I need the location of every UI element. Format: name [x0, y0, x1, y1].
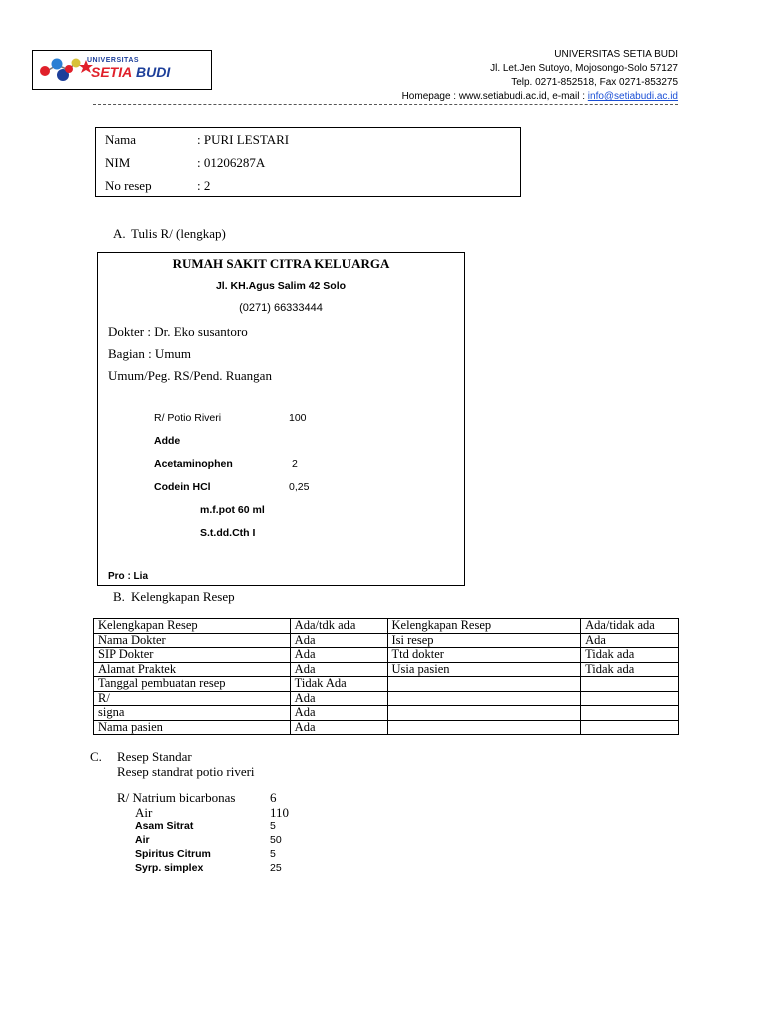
identity-nim-row	[105, 155, 265, 171]
standard-recipe-subtitle: Resep standrat potio riveri	[117, 764, 255, 779]
department-line: Bagian : Umum	[108, 346, 192, 361]
std-item-name: Air	[135, 834, 150, 846]
table-row	[94, 691, 679, 706]
table-cell: R/	[94, 691, 291, 706]
rx-item-name: Codein HCl	[154, 481, 211, 493]
table-cell: Ada	[290, 662, 387, 677]
table-cell: Tidak ada	[581, 648, 679, 663]
section-b-title: Kelengkapan Resep	[131, 589, 235, 604]
rx-mf-line: m.f.pot 60 ml	[200, 504, 265, 516]
rx-item-name: R/ Potio Riveri	[154, 412, 222, 424]
university-homepage	[402, 90, 678, 104]
section-a-letter: A.	[113, 226, 126, 241]
section-b-heading	[113, 589, 235, 605]
table-cell: SIP Dokter	[94, 648, 291, 663]
hospital-name: RUMAH SAKIT CITRA KELUARGA	[172, 256, 390, 271]
table-cell: Ada	[581, 633, 679, 648]
table-row	[94, 633, 679, 648]
std-r-name: R/ Natrium bicarbonas	[117, 790, 236, 805]
rx-item-name: Acetaminophen	[154, 458, 233, 470]
completeness-table	[93, 618, 679, 735]
rx-item-qty: 2	[292, 458, 298, 470]
table-cell: Ada	[290, 706, 387, 721]
prescription-box	[97, 252, 465, 586]
table-header-row	[94, 619, 679, 634]
section-b-letter: B.	[113, 589, 125, 604]
std-item-name: Syrp. simplex	[135, 862, 204, 874]
table-cell	[387, 691, 581, 706]
table-row	[94, 677, 679, 692]
std-item-qty: 5	[270, 848, 276, 860]
university-phone: Telp. 0271-852518, Fax 0271-853275	[511, 77, 678, 88]
table-cell: Ada	[290, 648, 387, 663]
section-c-letter: C.	[90, 749, 102, 764]
table-cell	[387, 677, 581, 692]
homepage-text: Homepage : www.setiabudi.ac.id, e-mail :	[401, 91, 588, 102]
name-value: : PURI LESTARI	[197, 132, 290, 147]
rx-item-qty: 0,25	[289, 481, 310, 493]
table-row	[94, 662, 679, 677]
std-item-qty: 50	[270, 834, 282, 846]
logo-word-budi: BUDI	[136, 64, 171, 80]
std-air-name: Air	[135, 805, 153, 820]
table-cell: Ada/tidak ada	[581, 619, 679, 634]
table-row	[94, 648, 679, 663]
table-cell: Nama Dokter	[94, 633, 291, 648]
hospital-address: Jl. KH.Agus Salim 42 Solo	[215, 280, 347, 292]
email-link[interactable]: info@setiabudi.ac.id	[587, 91, 678, 102]
table-cell: Kelengkapan Resep	[94, 619, 291, 634]
table-row	[94, 720, 679, 735]
std-air-qty: 110	[270, 805, 290, 820]
university-name: UNIVERSITAS SETIA BUDI	[554, 49, 678, 60]
university-logo	[32, 50, 212, 90]
header-divider	[93, 104, 678, 105]
identity-name-row	[105, 132, 289, 148]
completeness-table-body	[94, 619, 679, 735]
identity-resep-row	[105, 178, 210, 194]
table-row	[94, 706, 679, 721]
table-cell: Nama pasien	[94, 720, 291, 735]
std-item-qty: 25	[270, 862, 282, 874]
student-identity-box	[95, 127, 521, 197]
table-cell: Usia pasien	[387, 662, 581, 677]
nim-label: NIM	[105, 155, 131, 170]
table-cell: Tidak ada	[581, 662, 679, 677]
table-cell	[387, 706, 581, 721]
std-item-name: Asam Sitrat	[135, 820, 194, 832]
rx-item-name: Adde	[154, 435, 181, 447]
table-cell	[387, 720, 581, 735]
section-c-heading	[90, 749, 192, 765]
name-label: Nama	[105, 132, 137, 147]
table-cell: Ttd dokter	[387, 648, 581, 663]
section-a-title: Tulis R/ (lengkap)	[131, 226, 226, 241]
table-cell: Isi resep	[387, 633, 581, 648]
rx-signa-line: S.t.dd.Cth I	[200, 527, 256, 539]
table-cell	[581, 706, 679, 721]
resep-number-value: : 2	[197, 178, 211, 193]
university-address: Jl. Let.Jen Sutoyo, Mojosongo-Solo 57127	[490, 63, 678, 74]
table-cell	[581, 720, 679, 735]
hospital-phone: (0271) 66333444	[239, 302, 323, 314]
table-cell: Tanggal pembuatan resep	[94, 677, 291, 692]
table-cell: Tidak Ada	[290, 677, 387, 692]
table-cell: Kelengkapan Resep	[387, 619, 581, 634]
resep-number-label: No resep	[105, 178, 152, 193]
table-cell	[581, 691, 679, 706]
category-line: Umum/Peg. RS/Pend. Ruangan	[108, 368, 272, 383]
table-cell: Alamat Praktek	[94, 662, 291, 677]
university-contact	[402, 48, 678, 104]
std-item-name: Spiritus Citrum	[135, 848, 211, 860]
std-r-qty: 6	[270, 790, 277, 805]
table-cell: Ada	[290, 633, 387, 648]
section-c-title: Resep Standar	[117, 749, 192, 764]
table-cell: Ada/tdk ada	[290, 619, 387, 634]
table-cell: Ada	[290, 720, 387, 735]
section-a-heading	[113, 226, 226, 242]
std-item-qty: 5	[270, 820, 276, 832]
table-cell	[581, 677, 679, 692]
logo-top-text: UNIVERSITAS	[87, 57, 140, 64]
nim-value: : 01206287A	[197, 155, 266, 170]
table-cell: signa	[94, 706, 291, 721]
rx-patient-line: Pro : Lia	[108, 571, 149, 582]
logo-word-setia: SETIA	[91, 64, 133, 80]
table-cell: Ada	[290, 691, 387, 706]
doctor-line: Dokter : Dr. Eko susantoro	[108, 324, 248, 339]
rx-item-qty: 100	[289, 412, 307, 424]
